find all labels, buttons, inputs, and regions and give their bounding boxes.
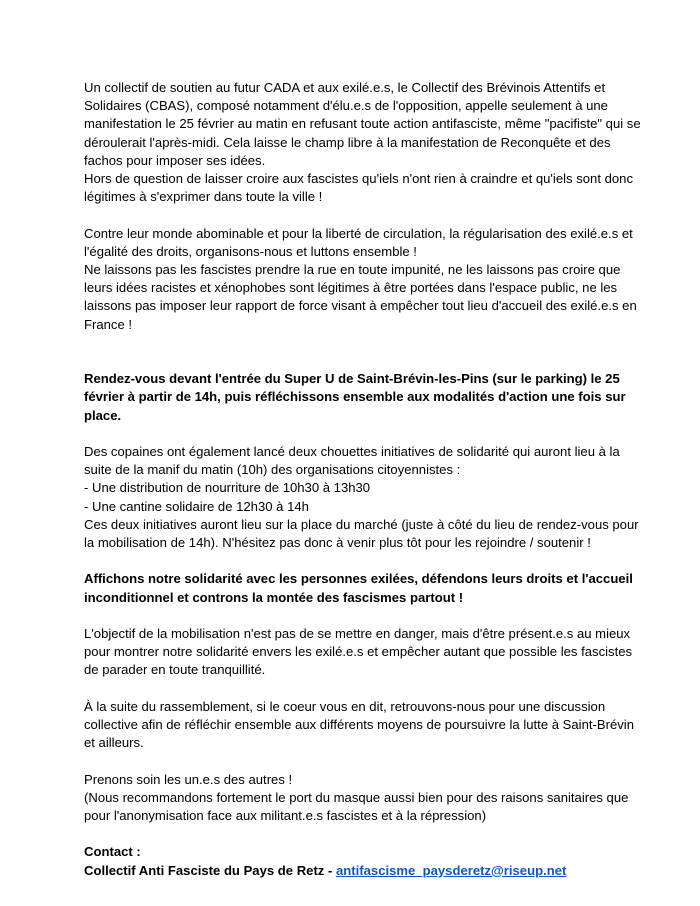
contact-organization: Collectif Anti Fasciste du Pays de Retz - [84,862,336,878]
paragraph-meeting-point: Rendez-vous devant l'entrée du Super U de Saint-Brévin-les-Pins (sur le parking) le 25 février à partir de 14h, puis réfléchissons ensemble aux modalités d'action une fois sur place. [84,371,626,423]
paragraph-mask-recommendation: (Nous recommandons fortement le port du masque aussi bien pour des raisons sanitaires que pour l'anonymisation face aux militant.e.s fascistes et à la répression) [84,789,629,823]
contact-email-link[interactable]: antifascisme_paysderetz@riseup.net [336,862,567,878]
paragraph-market-place: Ces deux initiatives auront lieu sur la place du marché (juste à côté du lieu de rendez-vous pour la mobilisation de 14h). N'hésitez pas donc à venir plus tôt pour les rejoindre / soutenir ! [84,516,639,551]
spacer [84,825,644,843]
spacer [84,552,644,570]
paragraph-against-their-world: Contre leur monde abominable et pour la liberté de circulation, la régularisation des exilé.e.s et l'égalité des droits, organisons-nous et luttons ensemble ! [84,225,633,259]
spacer [84,352,644,370]
contact-heading: Contact : [84,844,141,860]
spacer [84,680,644,698]
paragraph-cbas-call: Un collectif de soutien au futur CADA et aux exilé.e.s, le Collectif des Brévinois Attentifs et Solidaires (CBAS), composé notamment d'élu.e.s de l'opposition, appelle seulement à une manifestation le 25 février au matin en refusant toute action antifasciste, même "pacifiste" qui se déroulerait l'après-midi. Cela laisse le champ libre à la manifestation de Reconquête et des fachos pour imposer ses idées. [84,80,641,168]
paragraph-show-solidarity: Affichons notre solidarité avec les personnes exilées, défendons leurs droits et l'accueil inconditionnel et controns la montée des fascismes partout ! [84,571,633,605]
paragraph-after-gathering: À la suite du rassemblement, si le coeur vous en dit, retrouvons-nous pour une discussion collective afin de réfléchir ensemble aux différents moyens de poursuivre la lutte à Saint-Brévin et ailleurs. [84,698,634,751]
paragraph-solidarity-initiatives: Des copaines ont également lancé deux chouettes initiatives de solidarité qui auront lieu à la suite de la manif du matin (10h) des organisations citoyennistes : [84,444,620,478]
spacer [84,334,644,352]
spacer [84,607,644,625]
spacer [84,752,644,770]
contact-line [84,862,644,880]
paragraph-no-fear: Hors de question de laisser croire aux fascistes qu'iels n'ont rien à craindre et qu'iels sont donc légitimes à s'exprimer dans toute la ville ! [84,171,633,205]
spacer [84,425,644,443]
list-item-solidarity-canteen: - Une cantine solidaire de 12h30 à 14h [84,498,309,514]
paragraph-take-care: Prenons soin les un.e.s des autres ! [84,771,293,787]
list-item-food-distribution: - Une distribution de nourriture de 10h30 à 13h30 [84,480,371,496]
spacer [84,206,644,224]
document-body [84,79,644,880]
paragraph-objective: L'objectif de la mobilisation n'est pas de se mettre en danger, mais d'être présent.e.s au mieux pour montrer notre solidarité envers les exilé.e.s et empêcher autant que possible les fascistes de parader en toute tranquillité. [84,626,633,678]
paragraph-dont-let-fascists: Ne laissons pas les fascistes prendre la rue en toute impunité, ne les laissons pas croire que leurs idées racistes et xénophobes sont légitimes à être portées dans l'espace public, ne les laissons pas imposer leur rapport de force visant à empêcher tout lieu d'accueil des exilé.e.s en France ! [84,262,637,332]
